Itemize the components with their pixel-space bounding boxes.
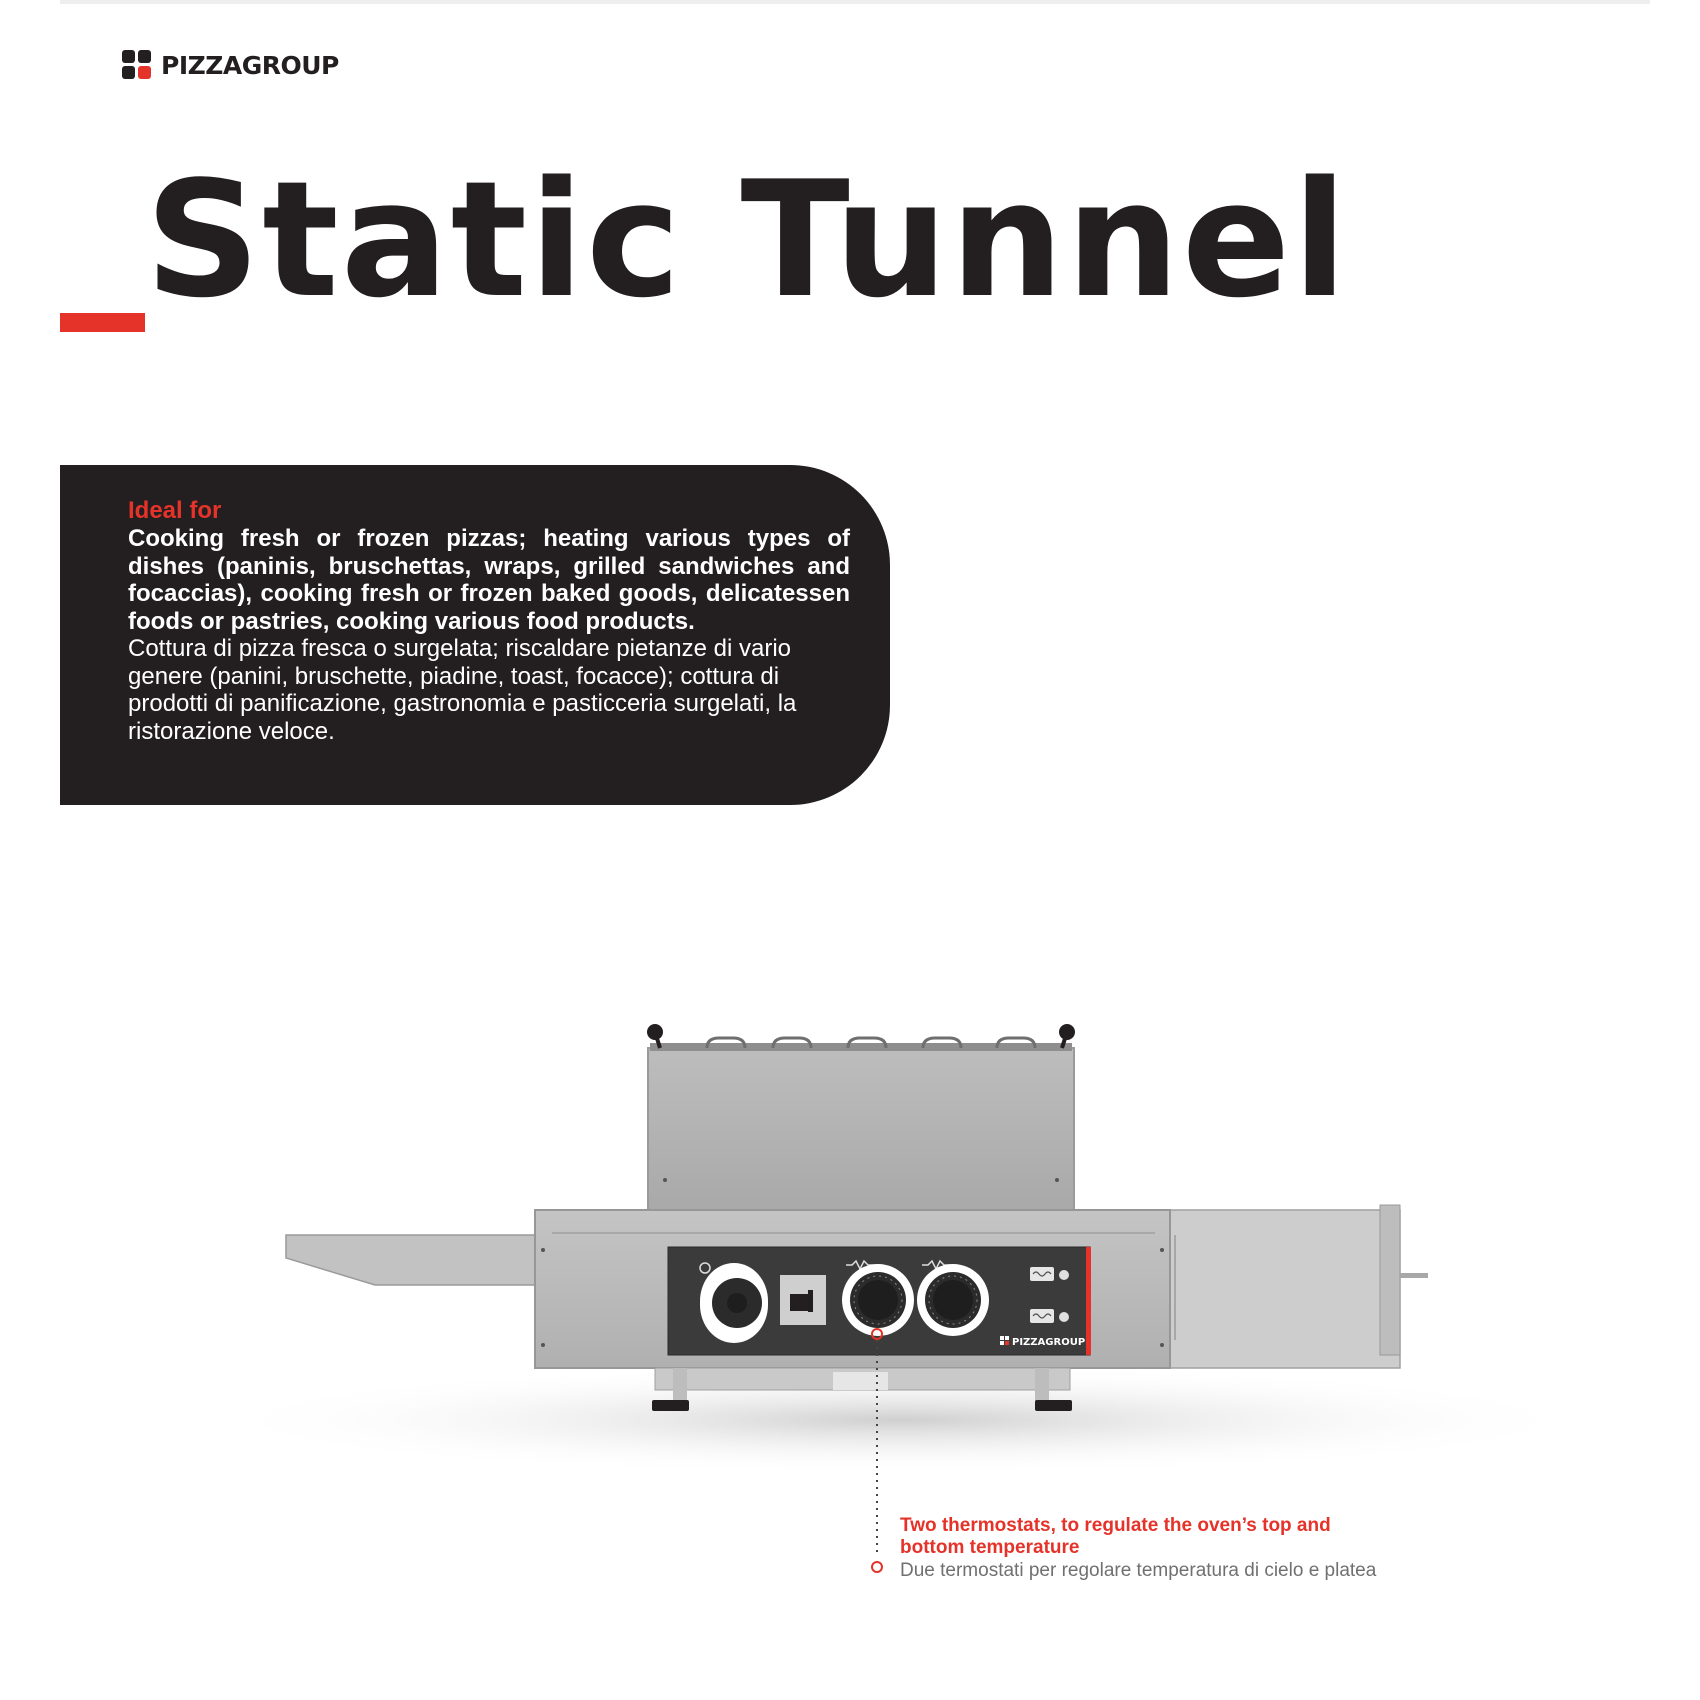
power-switch-icon	[700, 1263, 768, 1343]
panel-brand-label: PIZZAGROUP	[1012, 1337, 1086, 1348]
brand-name: PIZZAGROUP	[161, 50, 339, 80]
rotary-switch-icon	[780, 1275, 826, 1325]
conveyor-shelf-left	[286, 1235, 535, 1285]
oven-hood	[647, 1024, 1075, 1210]
ideal-for-heading: Ideal for	[128, 497, 222, 524]
page-title: Static Tunnel	[145, 146, 1350, 333]
callout-english: Two thermostats, to regulate the oven’s top and bottom temperature	[900, 1515, 1331, 1558]
ideal-for-english: Cooking fresh or frozen pizzas; heating various types of dishes (paninis, bruschettas, wraps, grilled sandwiches and focaccias), cooking fresh or frozen baked goods, delicatessen foods or pastries, cooking various food products.	[128, 525, 850, 635]
foot-left	[652, 1400, 689, 1411]
foot-right	[1035, 1400, 1072, 1411]
thermostat-callout	[900, 1515, 1400, 1582]
ideal-for-italian: Cottura di pizza fresca o surgelata; riscaldare pietanze di vario genere (panini, bruschette, piadine, toast, focacce); cottura di prodotti di panificazione, gastronomia e pasticceria surgelati, la ristorazione veloce.	[128, 635, 797, 745]
conveyor-shelf-right	[1168, 1205, 1428, 1368]
callout-italian: Due termostati per regolare temperatura di cielo e platea	[900, 1560, 1377, 1581]
